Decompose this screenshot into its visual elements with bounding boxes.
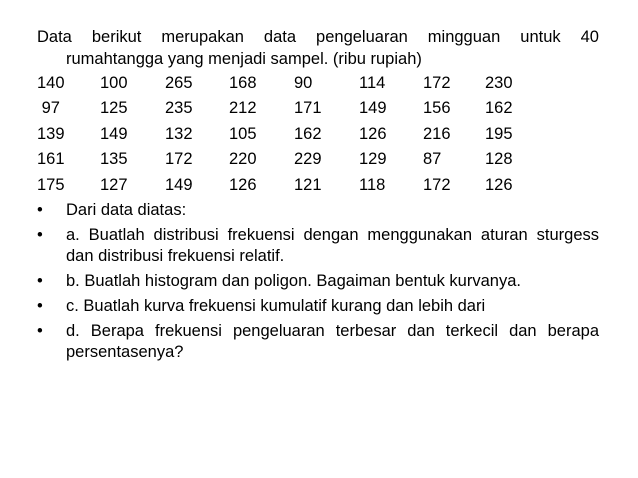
table-cell: 195 [485, 124, 513, 143]
table-cell: 139 [37, 124, 65, 143]
table-cell: 161 [37, 150, 65, 169]
table-cell: 149 [359, 99, 387, 118]
table-cell: 118 [359, 175, 386, 194]
table-cell: 90 [294, 74, 313, 92]
table-cell: 121 [294, 175, 322, 194]
table-cell: 229 [294, 150, 322, 169]
list-item-text: a. Buatlah distribusi frekuensi dengan menggunakan aturan sturgess dan distribusi frekuensi relatif. [66, 226, 599, 265]
table-cell: 105 [229, 124, 257, 143]
bullet-marker: • [37, 272, 43, 290]
table-cell: 129 [359, 150, 387, 169]
list-item [37, 200, 599, 221]
table-cell: 149 [165, 175, 193, 194]
table-cell: 125 [100, 99, 128, 118]
table-row [37, 124, 557, 149]
table-row [37, 175, 557, 200]
table-cell: 235 [165, 99, 193, 118]
table-cell: 132 [165, 124, 193, 143]
list-item-text: b. Buatlah histogram dan poligon. Bagaiman bentuk kurvanya. [66, 272, 521, 290]
table-row [37, 73, 557, 98]
table-cell: 162 [294, 124, 322, 143]
table-cell: 265 [165, 74, 193, 92]
data-table [37, 73, 557, 200]
table-cell: 162 [485, 99, 513, 118]
table-cell: 212 [229, 99, 257, 118]
list-item [37, 296, 599, 317]
list-item-text: d. Berapa frekuensi pengeluaran terbesar dan terkecil dan berapa persentasenya? [66, 322, 599, 361]
bullet-marker: • [37, 297, 43, 315]
list-item [37, 271, 599, 292]
table-cell: 172 [423, 175, 451, 194]
table-cell: 230 [485, 74, 513, 92]
table-cell: 114 [359, 74, 386, 92]
list-item [37, 321, 599, 363]
list-item-text: c. Buatlah kurva frekuensi kumulatif kurang dan lebih dari [66, 297, 486, 315]
table-cell: 172 [165, 150, 193, 169]
list-item [37, 225, 599, 267]
table-row [37, 149, 557, 174]
table-cell: 126 [485, 175, 513, 194]
bullet-marker: • [37, 322, 43, 340]
table-cell: 168 [229, 74, 257, 92]
table-cell: 127 [100, 175, 128, 194]
table-cell: 216 [423, 124, 451, 143]
table-row [37, 98, 557, 123]
table-cell: 87 [423, 150, 442, 169]
bullet-marker: • [37, 226, 43, 244]
table-cell: 100 [100, 74, 128, 92]
table-cell: 135 [100, 150, 128, 169]
table-cell: 140 [37, 74, 65, 92]
table-cell: 149 [100, 124, 128, 143]
question-list [37, 200, 599, 367]
table-cell: 175 [37, 175, 65, 194]
table-cell: 156 [423, 99, 451, 118]
bullet-marker: • [37, 201, 43, 219]
table-cell: 220 [229, 150, 257, 169]
table-cell: 128 [485, 150, 513, 169]
table-cell: 126 [229, 175, 257, 194]
list-item-text: Dari data diatas: [66, 201, 187, 219]
table-cell: 97 [37, 99, 60, 118]
table-cell: 172 [423, 74, 451, 92]
table-cell: 171 [294, 99, 322, 118]
intro-line-2: rumahtangga yang menjadi sampel. (ribu rupiah) [66, 50, 422, 68]
table-cell: 126 [359, 124, 387, 143]
intro-line-1: Data berikut merupakan data pengeluaran mingguan untuk 40 [37, 28, 599, 46]
